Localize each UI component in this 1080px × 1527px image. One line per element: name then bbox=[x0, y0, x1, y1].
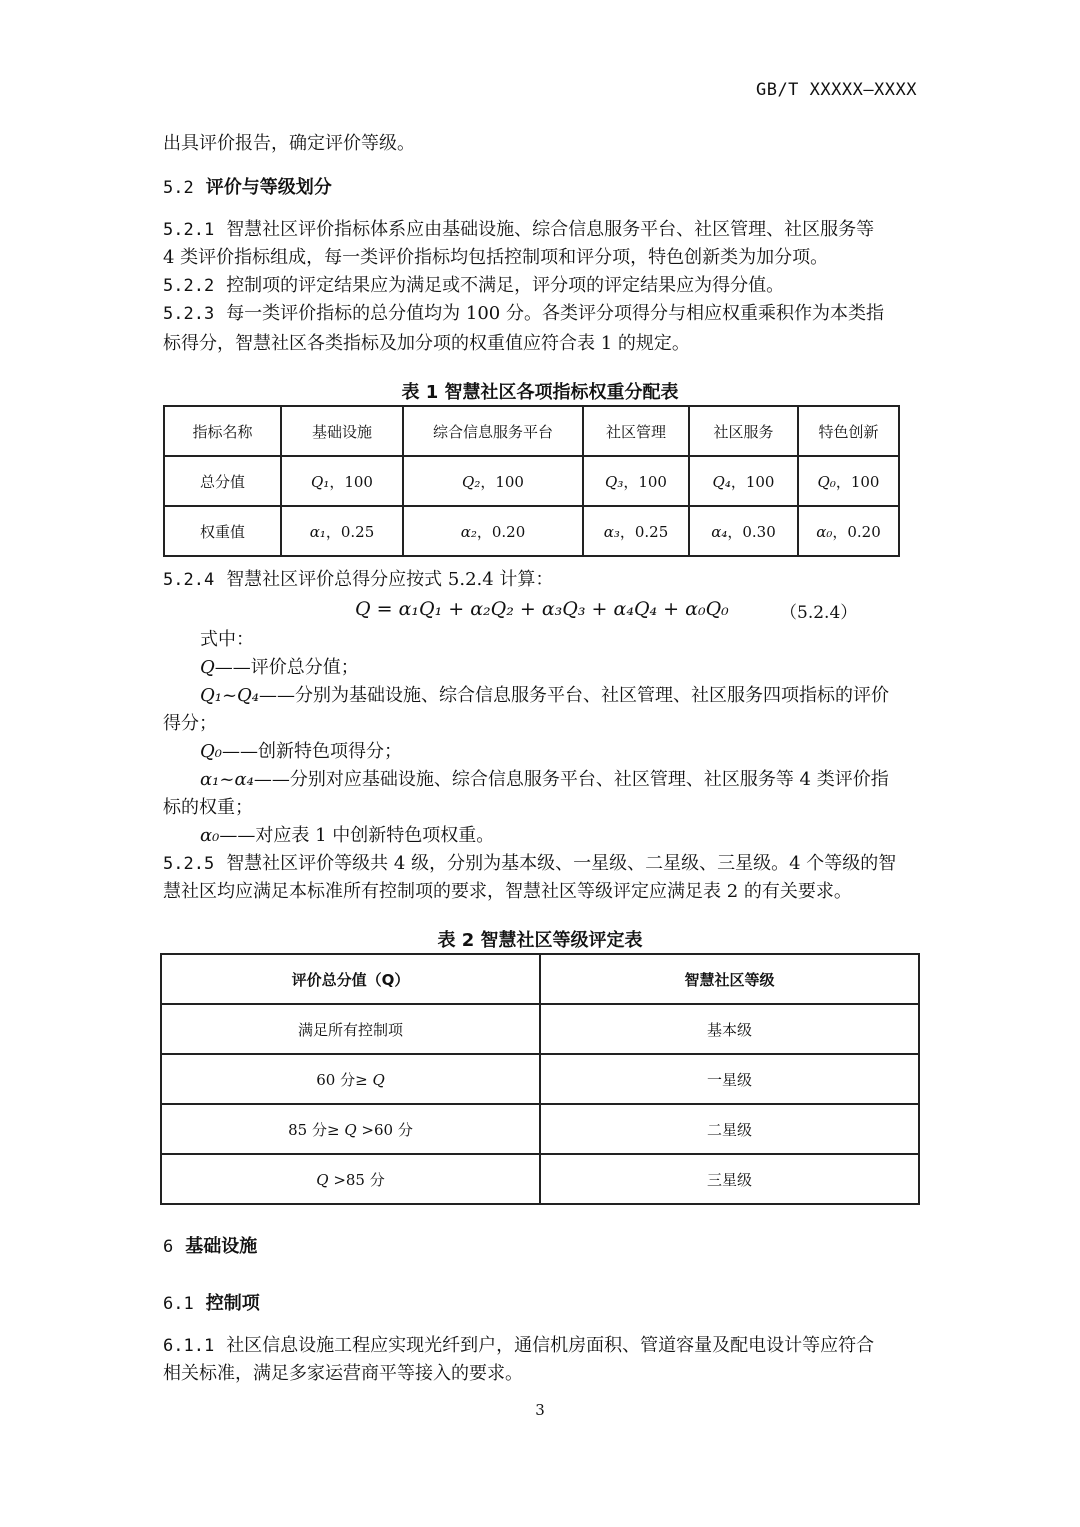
table-cell: 一星级 bbox=[540, 1054, 919, 1104]
table1-caption: 表 1 智慧社区各项指标权重分配表 bbox=[401, 382, 679, 403]
table-cell: 基本级 bbox=[540, 1004, 919, 1054]
table-cell: α₄，0.30 bbox=[689, 506, 798, 556]
table-row bbox=[161, 1004, 919, 1054]
header-cell: 智慧社区等级 bbox=[540, 954, 919, 1004]
header-cell: 特色创新 bbox=[798, 406, 899, 456]
def-q1-q4: Q₁~Q₄——分别为基础设施、综合信息服务平台、社区管理、社区服务四项指标的评价 bbox=[200, 685, 890, 706]
header-cell: 社区管理 bbox=[583, 406, 689, 456]
table-cell: α₁，0.25 bbox=[281, 506, 403, 556]
table-row bbox=[164, 456, 899, 506]
header-cell: 社区服务 bbox=[689, 406, 798, 456]
clause-5-2-3 bbox=[163, 300, 884, 328]
def-a1-a4: α₁~α₄——分别对应基础设施、综合信息服务平台、社区管理、社区服务等 4 类评价指 bbox=[200, 769, 889, 790]
section-5-2-heading bbox=[163, 174, 332, 202]
clause-number: 5.2.1 bbox=[163, 220, 215, 240]
clause-number: 5.2.2 bbox=[163, 276, 215, 296]
table-cell: Q₄，100 bbox=[689, 456, 798, 506]
clause-5-2-5 bbox=[163, 850, 896, 878]
clause-6-1-1 bbox=[163, 1332, 874, 1360]
def-q0: Q₀——创新特色项得分； bbox=[200, 741, 402, 762]
section-number: 5.2 bbox=[163, 178, 194, 198]
table-cell: Q >85 分 bbox=[161, 1154, 540, 1204]
header-cell: 综合信息服务平台 bbox=[403, 406, 583, 456]
clause-text: 智慧社区评价总得分应按式 5.2.4 计算： bbox=[226, 569, 554, 590]
def-q: Q——评价总分值； bbox=[200, 657, 359, 678]
section-title: 评价与等级划分 bbox=[205, 177, 332, 198]
table-cell: 三星级 bbox=[540, 1154, 919, 1204]
table-row bbox=[161, 1154, 919, 1204]
formula-number: （5.2.4） bbox=[780, 603, 858, 623]
table-cell: α₀，0.20 bbox=[798, 506, 899, 556]
table-row bbox=[161, 1104, 919, 1154]
clause-6-1-1-line2: 相关标准，满足多家运营商平等接入的要求。 bbox=[163, 1363, 523, 1384]
row-label: 总分值 bbox=[164, 456, 281, 506]
page-number: 3 bbox=[535, 1401, 545, 1419]
clause-text: 控制项的评定结果应为满足或不满足，评分项的评定结果应为得分值。 bbox=[226, 275, 785, 296]
table-row bbox=[164, 506, 899, 556]
table-cell: Q₀，100 bbox=[798, 456, 899, 506]
table-cell: α₂，0.20 bbox=[403, 506, 583, 556]
clause-number: 5.2.3 bbox=[163, 304, 215, 324]
section-number: 6 bbox=[163, 1237, 174, 1257]
def-a1-a4-line2: 标的权重； bbox=[163, 797, 253, 818]
clause-text: 每一类评价指标的总分值均为 100 分。各类评分项得分与相应权重乘积作为本类指 bbox=[226, 303, 884, 324]
table-cell: 60 分≥ Q bbox=[161, 1054, 540, 1104]
document-code-header: GB/T XXXXX—XXXX bbox=[755, 80, 917, 100]
clause-5-2-1 bbox=[163, 216, 874, 244]
where-label: 式中： bbox=[200, 629, 254, 650]
table-cell: 二星级 bbox=[540, 1104, 919, 1154]
section-title: 控制项 bbox=[205, 1293, 260, 1314]
def-a0: α₀——对应表 1 中创新特色项权重。 bbox=[200, 825, 495, 846]
clause-5-2-3-line2: 标得分，智慧社区各类指标及加分项的权重值应符合表 1 的规定。 bbox=[163, 333, 690, 354]
grade-table bbox=[160, 953, 920, 1205]
weight-distribution-table bbox=[163, 405, 900, 557]
table-header-row bbox=[164, 406, 899, 456]
clause-text: 社区信息设施工程应实现光纤到户，通信机房面积、管道容量及配电设计等应符合 bbox=[226, 1335, 875, 1356]
clause-5-2-1-line2: 4 类评价指标组成，每一类评价指标均包括控制项和评分项，特色创新类为加分项。 bbox=[163, 247, 829, 268]
table-row bbox=[161, 1054, 919, 1104]
section-title: 基础设施 bbox=[185, 1236, 258, 1257]
clause-5-2-5-line2: 慧社区均应满足本标准所有控制项的要求，智慧社区等级评定应满足表 2 的有关要求。 bbox=[163, 881, 852, 902]
table-cell: Q₂，100 bbox=[403, 456, 583, 506]
clause-text: 智慧社区评价等级共 4 级，分别为基本级、一星级、二星级、三星级。4 个等级的智 bbox=[226, 853, 897, 874]
section-6-1-heading bbox=[163, 1290, 260, 1318]
table-cell: Q₃，100 bbox=[583, 456, 689, 506]
clause-number: 5.2.4 bbox=[163, 570, 215, 590]
table-cell: 85 分≥ Q >60 分 bbox=[161, 1104, 540, 1154]
table-header-row bbox=[161, 954, 919, 1004]
header-cell: 指标名称 bbox=[164, 406, 281, 456]
score-formula: Q = α₁Q₁ + α₂Q₂ + α₃Q₃ + α₄Q₄ + α₀Q₀ bbox=[355, 598, 729, 620]
clause-5-2-4 bbox=[163, 566, 553, 594]
clause-5-2-2 bbox=[163, 272, 784, 300]
table2-caption: 表 2 智慧社区等级评定表 bbox=[437, 930, 643, 951]
header-cell: 评价总分值（Q） bbox=[161, 954, 540, 1004]
table-cell: Q₁，100 bbox=[281, 456, 403, 506]
table-cell: 满足所有控制项 bbox=[161, 1004, 540, 1054]
def-q1-q4-line2: 得分； bbox=[163, 713, 217, 734]
row-label: 权重值 bbox=[164, 506, 281, 556]
clause-text: 智慧社区评价指标体系应由基础设施、综合信息服务平台、社区管理、社区服务等 bbox=[226, 219, 875, 240]
section-6-heading bbox=[163, 1233, 257, 1261]
section-number: 6.1 bbox=[163, 1294, 194, 1314]
clause-number: 5.2.5 bbox=[163, 854, 215, 874]
clause-number: 6.1.1 bbox=[163, 1336, 215, 1356]
intro-text: 出具评价报告，确定评价等级。 bbox=[163, 133, 415, 154]
header-cell: 基础设施 bbox=[281, 406, 403, 456]
table-cell: α₃，0.25 bbox=[583, 506, 689, 556]
